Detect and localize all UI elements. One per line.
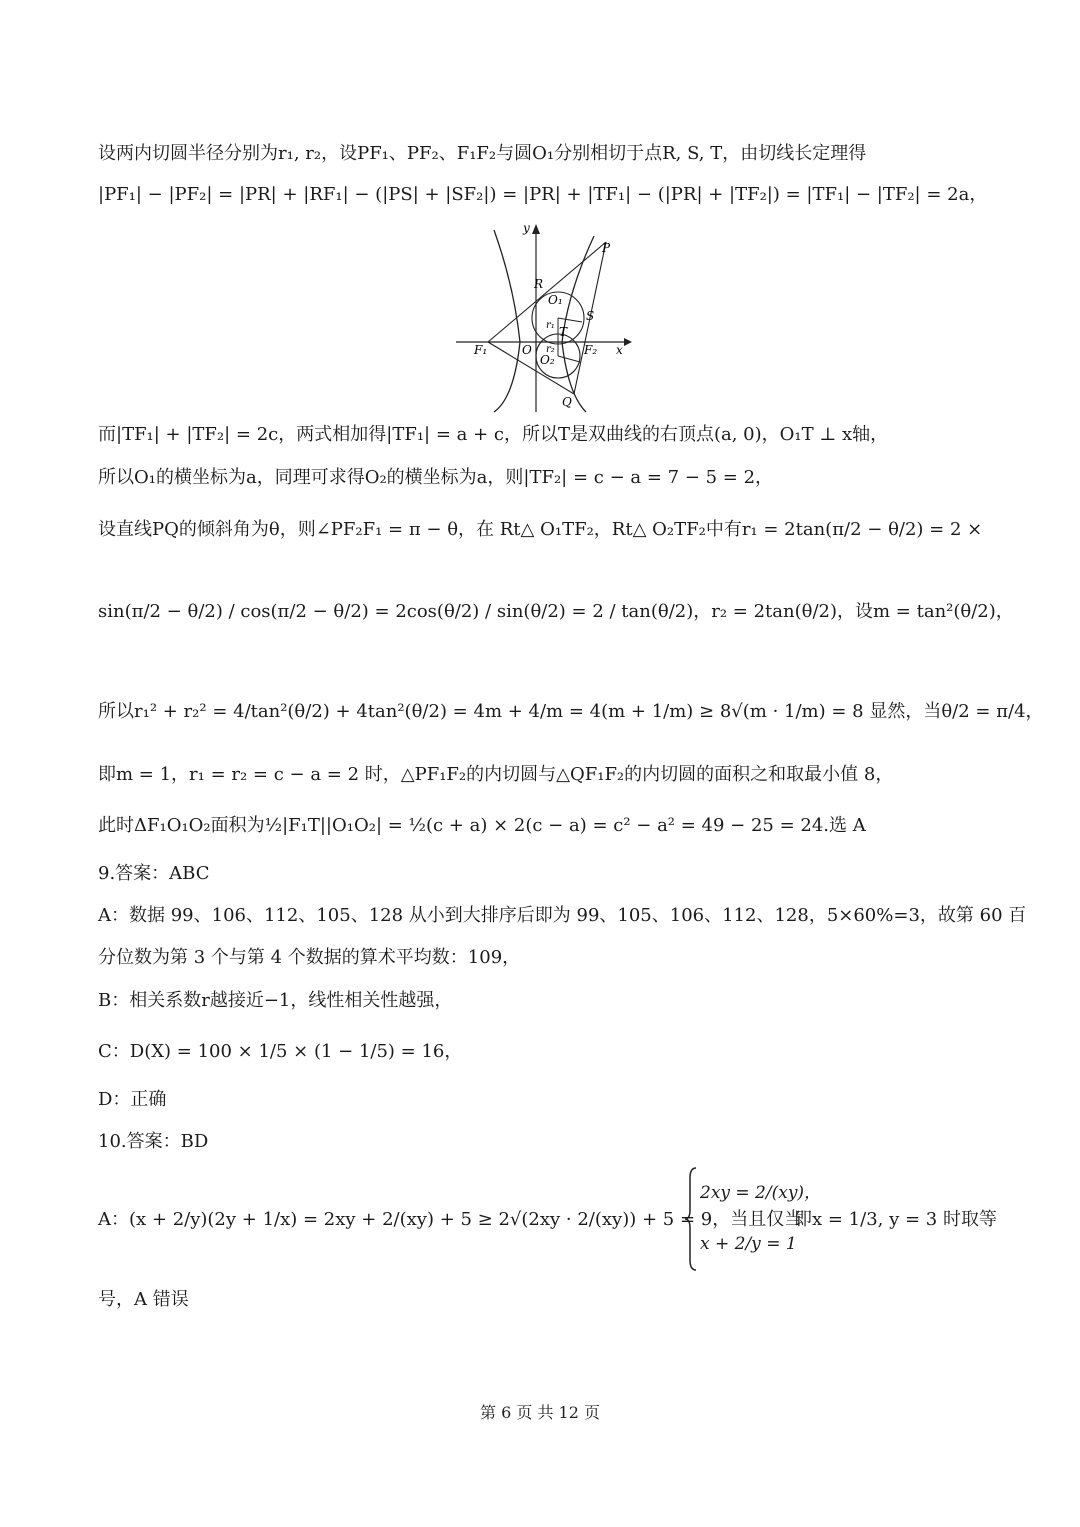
text-line-12: 分位数为第 3 个与第 4 个数据的算术平均数：109， <box>98 947 521 968</box>
x-axis-arrow <box>624 338 632 346</box>
O1-to-S <box>558 318 582 322</box>
answer-10-heading: 10.答案：BD <box>98 1131 209 1152</box>
label-P: P <box>602 241 611 255</box>
label-F1: F₁ <box>474 343 488 357</box>
equation-system <box>684 1164 822 1274</box>
text-line-1: 设两内切圆半径分别为r₁, r₂，设PF₁、PF₂、F₁F₂与圆O₁分别相切于点R, S, T，由切线长定理得 <box>98 143 867 164</box>
text-line-7: 所以r₁² + r₂² = 4/tan²(θ/2) + 4tan²(θ/2) = 4m + 4/m = 4(m + 1/m) ≥ 8√(m · 1/m) = 8 显然，当θ/2 = π/4， <box>98 701 1044 722</box>
text-line-11: A：数据 99、106、112、105、128 从小到大排序后即为 99、105、106、112、128，5×60%=3，故第 60 百 <box>98 905 1027 926</box>
label-O: O <box>522 343 532 357</box>
text-line-5: 设直线PQ的倾斜角为θ，则∠PF₂F₁ = π − θ，在 Rt△ O₁TF₂，Rt△ O₂TF₂中有r₁ = 2tan(π/2 − θ/2) = 2 × <box>98 519 983 540</box>
text-line-18: 号，A 错误 <box>98 1289 189 1310</box>
answer-9-heading: 9.答案：ABC <box>98 863 210 884</box>
text-line-15: D：正确 <box>98 1089 167 1110</box>
label-y: y <box>523 222 530 235</box>
system-equation-1: 2xy = 2/(xy)， <box>700 1183 822 1203</box>
hyperbola-incircle-figure <box>456 222 636 414</box>
text-line-2: |PF₁| − |PF₂| = |PR| + |RF₁| − (|PS| + |SF₂|) = |PR| + |TF₁| − (|PR| + |TF₂|) = |TF₁| − |TF₂| = 2a， <box>98 184 988 205</box>
label-T: T <box>559 325 568 339</box>
label-x: x <box>616 343 623 357</box>
text-line-6: sin(π/2 − θ/2) / cos(π/2 − θ/2) = 2cos(θ/2) / sin(θ/2) = 2 / tan(θ/2)，r₂ = 2tan(θ/2)，设m = tan²(θ/2)， <box>98 601 1014 622</box>
y-axis-arrow <box>532 224 540 234</box>
text-line-9: 此时ΔF₁O₁O₂面积为½|F₁T||O₁O₂| = ½(c + a) × 2(c − a) = c² − a² = 49 − 25 = 24.选 A <box>98 815 866 836</box>
text-line-3: 而|TF₁| + |TF₂| = 2c，两式相加得|TF₁| = a + c，所以T是双曲线的右顶点(a, 0)，O₁T ⊥ x轴， <box>98 424 889 445</box>
text-line-17: A：(x + 2/y)(2y + 1/x) = 2xy + 2/(xy) + 5 ≥ 2√(2xy · 2/(xy)) + 5 = 9，当且仅当 <box>98 1209 803 1230</box>
label-O2: O₂ <box>540 353 555 367</box>
hyperbola-left-branch <box>494 230 520 412</box>
text-line-8: 即m = 1，r₁ = r₂ = c − a = 2 时，△PF₁F₂的内切圆与△QF₁F₂的内切圆的面积之和取最小值 8， <box>98 764 894 785</box>
text-line-4: 所以O₁的横坐标为a，同理可求得O₂的横坐标为a，则|TF₂| = c − a = 7 − 5 = 2， <box>98 467 774 488</box>
label-r2: r₂ <box>546 344 555 355</box>
label-r1: r₁ <box>546 320 555 331</box>
label-Q: Q <box>562 395 572 409</box>
label-O1: O₁ <box>548 293 563 307</box>
text-line-17b: 即x = 1/3, y = 3 时取等 <box>794 1209 997 1230</box>
system-equation-2: x + 2/y = 1 <box>700 1234 797 1254</box>
O2-to-F2 <box>558 356 580 362</box>
label-R: R <box>534 277 544 291</box>
text-line-14: C：D(X) = 100 × 1/5 × (1 − 1/5) = 16， <box>98 1041 463 1062</box>
label-S: S <box>586 309 595 323</box>
left-brace <box>684 1164 698 1274</box>
page-footer: 第 6 页 共 12 页 <box>480 1403 600 1422</box>
text-line-13: B：相关系数r越接近−1，线性相关性越强， <box>98 990 453 1011</box>
label-F2: F₂ <box>584 343 598 357</box>
